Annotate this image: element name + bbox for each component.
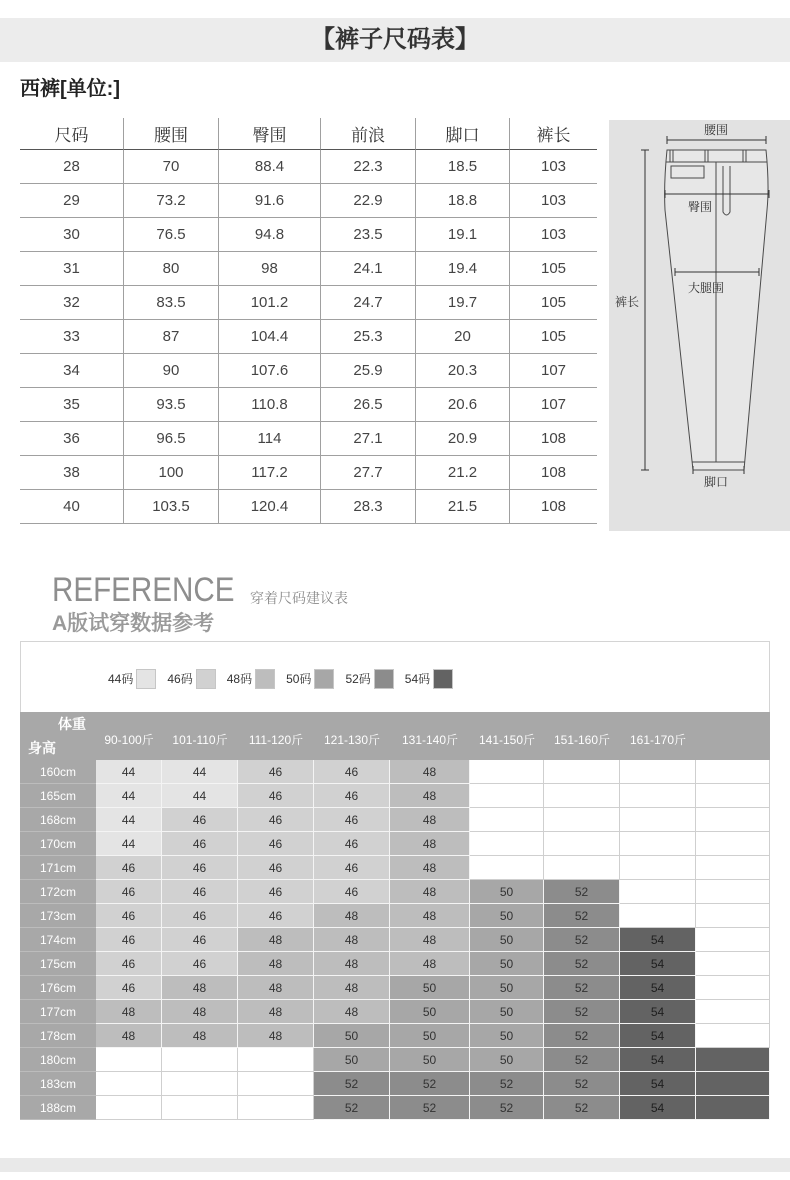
size-cell: [696, 1072, 770, 1096]
height-label-cell: 174cm: [20, 928, 96, 952]
page-title: 【裤子尺码表】: [311, 26, 479, 53]
size-cell: [238, 1072, 314, 1096]
size-cell: 54: [620, 928, 696, 952]
size-cell: 52: [314, 1096, 390, 1120]
weight-header-cell: 131-140斤: [390, 712, 470, 760]
size-cell: [620, 904, 696, 928]
legend-swatch: [374, 669, 394, 689]
size-cell: 54: [620, 1096, 696, 1120]
size-cell: [96, 1096, 162, 1120]
size-cell: 44: [96, 760, 162, 784]
legend-label: 54码: [404, 672, 431, 686]
size-table-header-cell: 前浪: [321, 118, 416, 150]
size-cell: 48: [314, 1000, 390, 1024]
size-cell: [620, 880, 696, 904]
size-cell: [696, 784, 770, 808]
size-cell: 50: [470, 928, 544, 952]
size-cell: 46: [238, 760, 314, 784]
size-cell: [696, 832, 770, 856]
pants-diagram: [609, 120, 790, 531]
legend-item: [286, 669, 334, 689]
size-cell: [544, 856, 620, 880]
size-cell: 46: [238, 904, 314, 928]
hip-label: 臀围: [687, 200, 713, 214]
size-table-cell: 20.9: [416, 422, 510, 456]
size-table-cell: 110.8: [219, 388, 321, 422]
pants-outline: [665, 150, 768, 470]
size-cell: 50: [470, 1024, 544, 1048]
size-cell: 46: [314, 832, 390, 856]
size-cell: [470, 832, 544, 856]
size-cell: 44: [162, 784, 238, 808]
size-cell: 46: [162, 880, 238, 904]
size-cell: 46: [96, 952, 162, 976]
size-cell: 48: [238, 976, 314, 1000]
size-cell: [238, 1096, 314, 1120]
size-table-cell: 20.3: [416, 354, 510, 388]
size-cell: [696, 1024, 770, 1048]
size-table-cell: 103.5: [124, 490, 219, 524]
size-table-cell: 30: [20, 218, 124, 252]
size-table-cell: 20: [416, 320, 510, 354]
weight-header-cell: 151-160斤: [544, 712, 620, 760]
recommend-table: [20, 712, 770, 1120]
size-cell: 46: [96, 928, 162, 952]
size-cell: [696, 976, 770, 1000]
size-table-cell: 90: [124, 354, 219, 388]
size-cell: 52: [544, 952, 620, 976]
size-cell: 46: [96, 904, 162, 928]
size-cell: [238, 1048, 314, 1072]
size-table-cell: 22.9: [321, 184, 416, 218]
size-table-cell: 108: [510, 422, 597, 456]
size-cell: [696, 952, 770, 976]
size-cell: 46: [238, 784, 314, 808]
size-cell: 46: [238, 808, 314, 832]
size-table-cell: 117.2: [219, 456, 321, 490]
legend-label: 44码: [108, 672, 134, 686]
size-table-cell: 28: [20, 150, 124, 184]
size-cell: 52: [544, 928, 620, 952]
size-cell: 48: [390, 952, 470, 976]
size-table-cell: 108: [510, 456, 597, 490]
corner-header-cell: [20, 712, 96, 760]
size-cell: 46: [238, 880, 314, 904]
size-cell: [696, 1048, 770, 1072]
legend-label: 46码: [167, 672, 193, 686]
size-cell: 48: [314, 928, 390, 952]
size-table-cell: 93.5: [124, 388, 219, 422]
size-legend: [108, 669, 453, 689]
size-cell: 54: [620, 1048, 696, 1072]
height-label-cell: 170cm: [20, 832, 96, 856]
size-cell: 52: [390, 1072, 470, 1096]
legend-panel: [20, 641, 770, 712]
size-cell: 48: [314, 904, 390, 928]
size-table-cell: 103: [510, 184, 597, 218]
page-title-banner: [0, 18, 790, 62]
size-table-cell: 107: [510, 354, 597, 388]
size-cell: 52: [470, 1072, 544, 1096]
size-table-cell: 29: [20, 184, 124, 218]
size-cell: 48: [238, 1024, 314, 1048]
height-label-cell: 168cm: [20, 808, 96, 832]
legend-item: [227, 669, 275, 689]
size-cell: 46: [162, 832, 238, 856]
size-cell: 48: [238, 928, 314, 952]
size-table-cell: 105: [510, 252, 597, 286]
size-cell: 46: [96, 856, 162, 880]
size-table-cell: 34: [20, 354, 124, 388]
size-cell: [544, 760, 620, 784]
size-cell: [696, 1000, 770, 1024]
size-cell: 48: [390, 808, 470, 832]
size-table-cell: 19.4: [416, 252, 510, 286]
legend-swatch: [433, 669, 453, 689]
size-cell: [696, 760, 770, 784]
size-cell: [544, 832, 620, 856]
size-cell: 48: [390, 928, 470, 952]
size-table: [20, 118, 597, 524]
size-cell: 46: [96, 880, 162, 904]
size-table-cell: 25.9: [321, 354, 416, 388]
size-cell: 54: [620, 952, 696, 976]
size-cell: 46: [162, 808, 238, 832]
size-cell: [696, 880, 770, 904]
size-cell: 50: [470, 1000, 544, 1024]
legend-item: [167, 669, 215, 689]
size-cell: 52: [544, 1048, 620, 1072]
size-cell: [620, 832, 696, 856]
size-table-cell: 107.6: [219, 354, 321, 388]
height-label-cell: 180cm: [20, 1048, 96, 1072]
size-cell: [470, 856, 544, 880]
size-table-cell: 19.7: [416, 286, 510, 320]
size-cell: 46: [96, 976, 162, 1000]
length-measure: [641, 150, 649, 470]
size-cell: 46: [162, 856, 238, 880]
size-cell: 50: [470, 1048, 544, 1072]
size-table-cell: 18.5: [416, 150, 510, 184]
size-cell: 50: [314, 1024, 390, 1048]
height-label-cell: 183cm: [20, 1072, 96, 1096]
height-axis-label: 身高: [28, 740, 56, 756]
size-table-cell: 33: [20, 320, 124, 354]
size-cell: 52: [390, 1096, 470, 1120]
height-label-cell: 178cm: [20, 1024, 96, 1048]
size-table-cell: 24.1: [321, 252, 416, 286]
size-table-cell: 76.5: [124, 218, 219, 252]
legend-label: 50码: [286, 672, 312, 686]
pants-illustration: [609, 120, 790, 531]
size-cell: 48: [162, 1024, 238, 1048]
size-table-cell: 103: [510, 218, 597, 252]
size-table-cell: 22.3: [321, 150, 416, 184]
size-table-cell: 21.2: [416, 456, 510, 490]
size-table-cell: 25.3: [321, 320, 416, 354]
size-table-cell: 91.6: [219, 184, 321, 218]
size-cell: 50: [470, 952, 544, 976]
size-cell: [696, 928, 770, 952]
size-cell: [470, 808, 544, 832]
size-cell: [470, 784, 544, 808]
size-table-cell: 98: [219, 252, 321, 286]
size-cell: 46: [314, 784, 390, 808]
size-cell: 52: [544, 880, 620, 904]
size-table-cell: 36: [20, 422, 124, 456]
size-cell: 48: [390, 904, 470, 928]
weight-header-cell: 101-110斤: [162, 712, 238, 760]
size-cell: 44: [96, 832, 162, 856]
thigh-label: 大腿围: [687, 281, 725, 295]
size-cell: 54: [620, 1024, 696, 1048]
size-cell: 50: [390, 1024, 470, 1048]
size-cell: [620, 760, 696, 784]
size-table-cell: 88.4: [219, 150, 321, 184]
reference-caption: 穿着尺码建议表: [250, 590, 348, 606]
size-table-cell: 104.4: [219, 320, 321, 354]
weight-header-cell: 141-150斤: [470, 712, 544, 760]
size-table-cell: 27.1: [321, 422, 416, 456]
table-subtitle: 西裤[单位:]: [20, 78, 120, 100]
bottom-divider: [0, 1158, 790, 1172]
height-label-cell: 188cm: [20, 1096, 96, 1120]
size-cell: 48: [314, 952, 390, 976]
size-table-cell: 87: [124, 320, 219, 354]
legend-item: [108, 669, 156, 689]
legend-item: [405, 669, 453, 689]
size-table-cell: 27.7: [321, 456, 416, 490]
size-cell: 48: [96, 1024, 162, 1048]
size-cell: 46: [162, 952, 238, 976]
size-cell: 52: [314, 1072, 390, 1096]
height-label-cell: 176cm: [20, 976, 96, 1000]
waist-label: 腰围: [703, 123, 729, 137]
size-cell: 44: [162, 760, 238, 784]
size-table-cell: 73.2: [124, 184, 219, 218]
size-cell: 50: [390, 1000, 470, 1024]
size-cell: [620, 808, 696, 832]
size-cell: 54: [620, 1072, 696, 1096]
size-cell: 48: [238, 1000, 314, 1024]
size-cell: [96, 1072, 162, 1096]
size-cell: 48: [162, 1000, 238, 1024]
size-table-header-cell: 裤长: [510, 118, 597, 150]
legend-item: [345, 669, 393, 689]
size-cell: 46: [238, 832, 314, 856]
size-cell: 50: [390, 1048, 470, 1072]
size-cell: 46: [162, 928, 238, 952]
size-table-cell: 83.5: [124, 286, 219, 320]
height-label-cell: 175cm: [20, 952, 96, 976]
size-table-cell: 96.5: [124, 422, 219, 456]
size-cell: [696, 904, 770, 928]
size-table-cell: 80: [124, 252, 219, 286]
size-cell: 48: [390, 832, 470, 856]
size-cell: [162, 1072, 238, 1096]
size-cell: 46: [162, 904, 238, 928]
size-cell: [544, 808, 620, 832]
reference-subheading: A版试穿数据参考: [52, 612, 215, 635]
size-cell: 48: [96, 1000, 162, 1024]
size-table-cell: 38: [20, 456, 124, 490]
size-cell: [696, 856, 770, 880]
size-table-cell: 19.1: [416, 218, 510, 252]
size-cell: 48: [390, 760, 470, 784]
size-table-cell: 100: [124, 456, 219, 490]
size-table-header-cell: 臀围: [219, 118, 321, 150]
size-table-cell: 35: [20, 388, 124, 422]
height-label-cell: 177cm: [20, 1000, 96, 1024]
size-table-cell: 23.5: [321, 218, 416, 252]
size-cell: 50: [390, 976, 470, 1000]
size-cell: 50: [470, 976, 544, 1000]
size-table-cell: 26.5: [321, 388, 416, 422]
legend-swatch: [136, 669, 156, 689]
size-cell: 48: [390, 784, 470, 808]
reference-heading: REFERENCE: [52, 571, 235, 609]
legend-swatch: [314, 669, 334, 689]
size-table-cell: 20.6: [416, 388, 510, 422]
size-cell: 54: [620, 976, 696, 1000]
weight-header-cell: 90-100斤: [96, 712, 162, 760]
size-cell: 52: [544, 976, 620, 1000]
size-cell: 46: [314, 760, 390, 784]
size-table-cell: 120.4: [219, 490, 321, 524]
hem-label: 脚口: [703, 475, 729, 489]
height-label-cell: 173cm: [20, 904, 96, 928]
weight-header-cell: [696, 712, 770, 760]
size-table-cell: 21.5: [416, 490, 510, 524]
size-cell: [696, 808, 770, 832]
size-table-cell: 24.7: [321, 286, 416, 320]
length-label: 裤长: [614, 295, 640, 309]
size-cell: [696, 1096, 770, 1120]
height-label-cell: 171cm: [20, 856, 96, 880]
size-cell: 48: [390, 856, 470, 880]
size-cell: 46: [314, 880, 390, 904]
size-table-cell: 101.2: [219, 286, 321, 320]
weight-header-cell: 111-120斤: [238, 712, 314, 760]
size-table-cell: 108: [510, 490, 597, 524]
size-cell: 46: [238, 856, 314, 880]
size-table-cell: 105: [510, 320, 597, 354]
size-cell: [96, 1048, 162, 1072]
size-cell: [162, 1096, 238, 1120]
size-cell: [620, 784, 696, 808]
size-cell: 44: [96, 808, 162, 832]
height-label-cell: 165cm: [20, 784, 96, 808]
legend-label: 48码: [226, 672, 253, 686]
size-cell: [470, 760, 544, 784]
size-cell: 48: [390, 880, 470, 904]
size-table-cell: 28.3: [321, 490, 416, 524]
size-cell: [162, 1048, 238, 1072]
size-cell: 48: [314, 976, 390, 1000]
size-table-cell: 70: [124, 150, 219, 184]
size-table-cell: 40: [20, 490, 124, 524]
waist-measure: [667, 136, 766, 144]
size-cell: 44: [96, 784, 162, 808]
size-table-header-cell: 尺码: [20, 118, 124, 150]
size-table-cell: 103: [510, 150, 597, 184]
weight-header-cell: 121-130斤: [314, 712, 390, 760]
size-table-cell: 94.8: [219, 218, 321, 252]
size-cell: 50: [314, 1048, 390, 1072]
size-cell: 54: [620, 1000, 696, 1024]
size-table-cell: 107: [510, 388, 597, 422]
size-table-cell: 32: [20, 286, 124, 320]
size-cell: [620, 856, 696, 880]
size-cell: 52: [544, 904, 620, 928]
size-cell: 52: [544, 1096, 620, 1120]
size-cell: 46: [314, 808, 390, 832]
size-cell: [544, 784, 620, 808]
height-label-cell: 160cm: [20, 760, 96, 784]
size-cell: 46: [314, 856, 390, 880]
size-table-header-cell: 脚口: [416, 118, 510, 150]
size-cell: 52: [470, 1096, 544, 1120]
size-cell: 50: [470, 880, 544, 904]
height-label-cell: 172cm: [20, 880, 96, 904]
size-cell: 50: [470, 904, 544, 928]
size-cell: 52: [544, 1000, 620, 1024]
size-cell: 48: [238, 952, 314, 976]
size-cell: 48: [162, 976, 238, 1000]
size-table-cell: 31: [20, 252, 124, 286]
size-table-cell: 114: [219, 422, 321, 456]
weight-header-cell: 161-170斤: [620, 712, 696, 760]
legend-swatch: [255, 669, 275, 689]
legend-label: 52码: [345, 672, 371, 686]
size-table-cell: 105: [510, 286, 597, 320]
size-cell: 52: [544, 1024, 620, 1048]
weight-axis-label: 体重: [58, 716, 86, 732]
size-table-cell: 18.8: [416, 184, 510, 218]
size-table-header-cell: 腰围: [124, 118, 219, 150]
size-cell: 52: [544, 1072, 620, 1096]
legend-swatch: [196, 669, 216, 689]
